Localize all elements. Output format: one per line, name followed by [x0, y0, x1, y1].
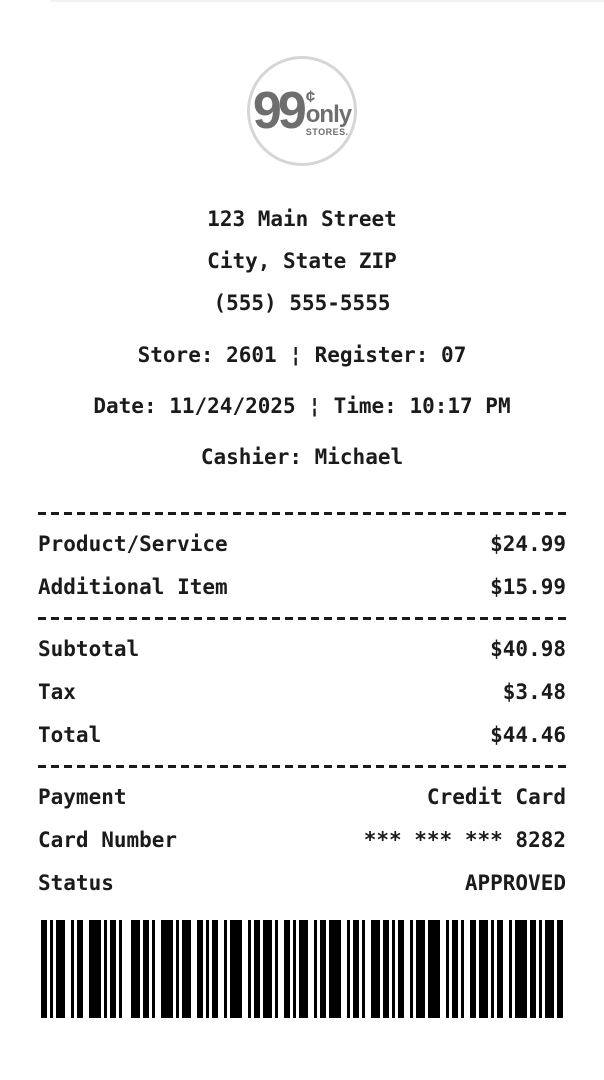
- total-row: [38, 713, 566, 756]
- logo-inner: [252, 81, 352, 140]
- item-row: [38, 565, 566, 608]
- subtotal-row: [38, 627, 566, 670]
- separator-dashed-line: [38, 765, 566, 768]
- total-amount: $44.46: [490, 722, 566, 747]
- item-amount: $24.99: [490, 531, 566, 556]
- logo-stores-text: STORES.: [305, 127, 349, 138]
- payment-method-row: [38, 775, 566, 818]
- address-phone: (555) 555-5555: [213, 291, 391, 315]
- tax-label: Tax: [38, 679, 76, 704]
- tax-row: [38, 670, 566, 713]
- logo-right-column: [305, 86, 352, 138]
- store-address-block: [38, 198, 566, 324]
- status-label: Status: [38, 870, 114, 895]
- totals-section: [38, 627, 566, 756]
- transaction-meta-block: [38, 330, 566, 483]
- store-register-line: Store: 2601 ¦ Register: 07: [137, 343, 467, 367]
- top-hairline: [50, 0, 604, 2]
- separator-dashed-line: [38, 512, 566, 515]
- barcode: [41, 920, 563, 1018]
- card-number-label: Card Number: [38, 827, 178, 852]
- tax-amount: $3.48: [502, 679, 566, 704]
- card-number-value: *** *** *** 8282: [363, 827, 566, 852]
- address-street: 123 Main Street: [207, 207, 397, 231]
- logo-cent-sign: ¢: [305, 86, 316, 106]
- status-value: APPROVED: [464, 870, 566, 895]
- card-number-row: [38, 818, 566, 861]
- total-label: Total: [38, 722, 102, 747]
- cashier-line: Cashier: Michael: [200, 445, 404, 469]
- status-row: [38, 861, 566, 904]
- store-logo: [38, 56, 566, 166]
- item-label: Product/Service: [38, 531, 228, 556]
- subtotal-label: Subtotal: [38, 636, 140, 661]
- payment-section: [38, 775, 566, 904]
- payment-method-value: Credit Card: [426, 784, 566, 809]
- payment-label: Payment: [38, 784, 127, 809]
- separator-dashed-line: [38, 617, 566, 620]
- logo-circle: [247, 56, 357, 166]
- logo-only-text: only: [305, 100, 352, 128]
- item-row: [38, 522, 566, 565]
- logo-99-text: 99: [252, 81, 303, 140]
- date-time-line: Date: 11/24/2025 ¦ Time: 10:17 PM: [93, 394, 511, 418]
- address-city-state-zip: City, State ZIP: [207, 249, 397, 273]
- item-label: Additional Item: [38, 574, 228, 599]
- items-section: [38, 522, 566, 608]
- item-amount: $15.99: [490, 574, 566, 599]
- subtotal-amount: $40.98: [490, 636, 566, 661]
